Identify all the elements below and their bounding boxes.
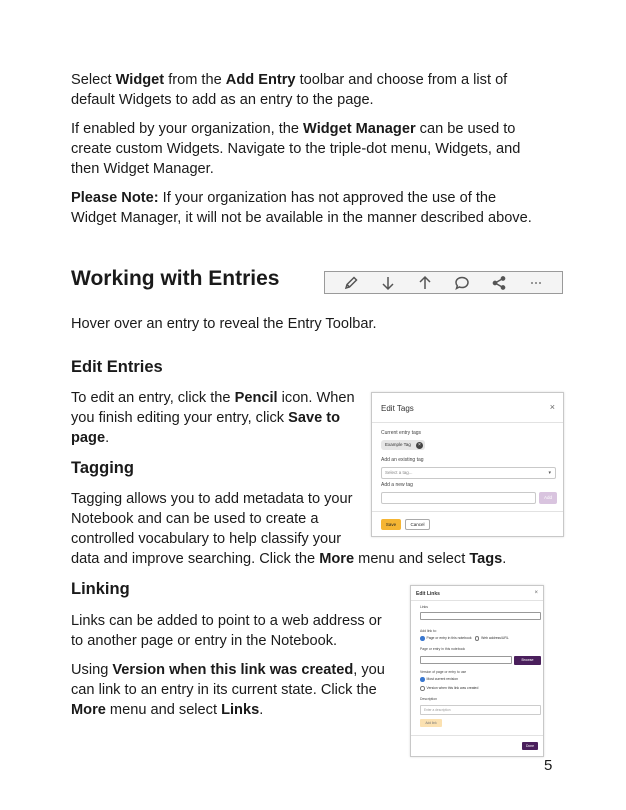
text: Using	[71, 662, 113, 678]
chevron-down-icon: ▾	[548, 470, 551, 476]
entry-toolbar	[324, 271, 563, 294]
page-entry-label: Page or entry in this notebook	[420, 647, 466, 651]
linking-heading: Linking	[71, 580, 130, 598]
link-name-input[interactable]	[420, 612, 541, 620]
divider	[411, 600, 543, 601]
text: can be used to	[415, 121, 516, 137]
text: menu and select	[354, 551, 470, 567]
pencil-icon[interactable]	[341, 274, 361, 292]
text: from the	[164, 72, 226, 88]
text-line: controlled vocabulary to help classify your	[71, 531, 342, 547]
radio-label: Page or entry in this notebook	[426, 636, 472, 641]
links-label: Links	[420, 605, 428, 609]
current-tags-label: Current entry tags	[381, 430, 422, 436]
bold-text: More	[71, 702, 106, 718]
divider	[372, 511, 563, 512]
remove-tag-icon[interactable]: ×	[416, 442, 423, 449]
dialog-title: Edit Tags	[381, 404, 414, 413]
widget-paragraph	[71, 70, 507, 110]
linking-paragraph-2	[71, 660, 385, 720]
radio-recent[interactable]	[420, 677, 425, 682]
note-paragraph	[71, 188, 532, 228]
text: .	[259, 702, 264, 718]
page-number: 5	[544, 757, 553, 774]
bold-text: page	[71, 430, 106, 446]
new-tag-input[interactable]	[381, 492, 536, 504]
radio-label: Web address/URL	[481, 636, 509, 641]
cancel-button[interactable]: Cancel	[405, 519, 430, 530]
bold-text: Please Note:	[71, 190, 159, 206]
text-line: then Widget Manager.	[71, 161, 214, 177]
tag-chip	[381, 440, 425, 450]
arrow-up-icon[interactable]	[415, 274, 435, 292]
description-label: Description	[420, 697, 437, 701]
text: Select	[71, 72, 116, 88]
radio-label: Most current revision	[426, 677, 458, 682]
text: toolbar and choose from a list of	[295, 72, 508, 88]
version-radio-created	[420, 686, 478, 691]
divider	[372, 422, 563, 423]
close-icon[interactable]: ×	[549, 402, 555, 412]
text-line: can link to an entry in its current state. Click the	[71, 682, 377, 698]
arrow-down-icon[interactable]	[378, 274, 398, 292]
version-label: Version of page or entry to use	[420, 670, 467, 674]
version-radio-recent	[420, 677, 458, 682]
bold-text: Save to	[288, 410, 341, 426]
widget-manager-paragraph	[71, 119, 520, 179]
radio-web[interactable]	[475, 636, 480, 641]
text-line: Widget Manager, it will not be available in the manner described above.	[71, 210, 532, 226]
comment-icon[interactable]	[452, 274, 472, 292]
add-tag-button[interactable]: Add	[539, 492, 557, 504]
text: .	[105, 430, 110, 446]
bold-text: Widget Manager	[303, 121, 416, 137]
tag-chip-label: Example Tag	[385, 442, 411, 447]
more-icon[interactable]	[526, 274, 546, 292]
text-line: to another page or entry in the Notebook.	[71, 633, 338, 649]
tag-select[interactable]	[381, 467, 556, 479]
linking-paragraph-1	[71, 611, 382, 651]
existing-tag-label: Add an existing tag	[381, 457, 424, 463]
save-button[interactable]: Save	[381, 519, 401, 530]
close-icon[interactable]: ×	[534, 590, 538, 596]
text-line: Links can be added to point to a web address or	[71, 613, 382, 629]
tagging-heading: Tagging	[71, 459, 134, 477]
text-line: Notebook and can be used to create a	[71, 511, 319, 527]
bold-text: Tags	[469, 551, 503, 567]
bold-text: Pencil	[234, 390, 278, 406]
dialog-title: Edit Links	[416, 591, 440, 597]
radio-created[interactable]	[420, 686, 425, 691]
radio-label: Version when this link was created	[426, 686, 479, 691]
text-line: create custom Widgets. Navigate to the triple-dot menu, Widgets, and	[71, 141, 521, 157]
edit-tags-dialog	[371, 392, 564, 537]
description-input[interactable]: Enter a description	[420, 705, 541, 715]
hover-paragraph: Hover over an entry to reveal the Entry Toolbar.	[71, 316, 377, 332]
text: To edit an entry, click the	[71, 390, 235, 406]
add-link-button[interactable]: Add link	[420, 719, 442, 727]
edit-links-dialog	[410, 585, 544, 757]
text: data and improve searching. Click the	[71, 551, 320, 567]
share-icon[interactable]	[489, 274, 509, 292]
text-line: Tagging allows you to add metadata to your	[71, 491, 353, 507]
page-entry-input[interactable]	[420, 656, 512, 664]
radio-page[interactable]	[420, 636, 425, 641]
text: If enabled by your organization, the	[71, 121, 304, 137]
text: If your organization has not approved the use of the	[158, 190, 497, 206]
text: menu and select	[105, 702, 222, 718]
bold-text: Widget	[115, 72, 165, 88]
bold-text: Links	[221, 702, 260, 718]
tag-select-value: Select a tag...	[385, 470, 413, 475]
text-line: default Widgets to add as an entry to the page.	[71, 92, 374, 108]
link-type-radio-group	[420, 636, 509, 641]
bold-text: More	[319, 551, 355, 567]
bold-text: Add Entry	[225, 72, 296, 88]
add-link-to-label: Add link to:	[420, 629, 437, 633]
text: you finish editing your entry, click	[71, 410, 289, 426]
section-heading: Working with Entries	[71, 267, 280, 290]
browse-button[interactable]: Browse	[514, 656, 541, 665]
edit-entries-heading: Edit Entries	[71, 358, 163, 376]
divider	[411, 735, 543, 736]
text: .	[502, 551, 507, 567]
edit-entries-paragraph	[71, 388, 355, 448]
text: , you	[353, 662, 385, 678]
bold-text: Version when this link was created	[112, 662, 354, 678]
text: icon. When	[277, 390, 355, 406]
new-tag-label: Add a new tag	[381, 482, 413, 488]
done-button[interactable]: Done	[522, 742, 538, 750]
